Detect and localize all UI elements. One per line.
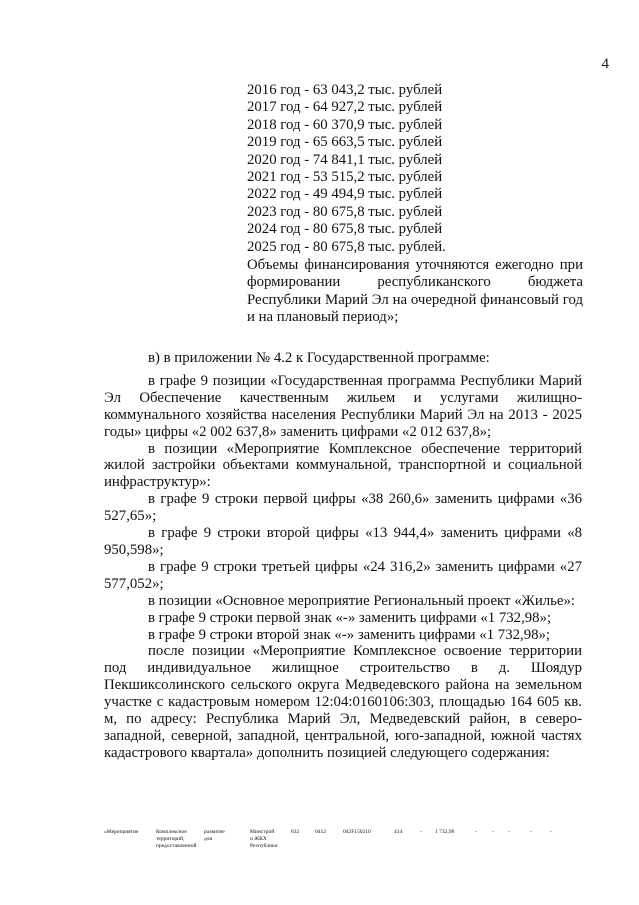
table-cell: - <box>508 829 510 835</box>
paragraph: в графе 9 строки второй знак «-» заменить цифрами «1 732,98»; <box>148 626 551 643</box>
table-cell: 0412 <box>315 829 326 835</box>
financing-line: 2023 год - 80 675,8 тыс. рублей <box>247 203 443 220</box>
financing-line: 2025 год - 80 675,8 тыс. рублей. <box>247 238 446 255</box>
table-cell: - <box>420 829 422 835</box>
table-cell <box>250 829 278 849</box>
table-cell: «Мероприятие <box>104 829 139 835</box>
table-cell-line: и ЖКХ <box>250 835 267 842</box>
paragraph: в графе 9 строки второй цифры «13 944,4» заменить цифрами «8 950,598»; <box>104 525 582 558</box>
table-cell: - <box>530 829 532 835</box>
table-cell-line: для <box>204 835 213 842</box>
table-cell: 042F150210 <box>343 829 371 835</box>
financing-line: 2022 год - 49 494,9 тыс. рублей <box>247 186 443 203</box>
paragraph: в) в приложении № 4.2 к Государственной программе: <box>148 350 490 366</box>
financing-line: 2021 год - 53 515,2 тыс. рублей <box>247 169 443 186</box>
table-row <box>104 829 584 859</box>
paragraph: в графе 9 строки первой цифры «38 260,6» заменить цифрами «36 527,65»; <box>104 491 582 525</box>
financing-note: Объемы финансирования уточняются ежегодно при формировании республиканского бюджета Республики Марий Эл на очередной финансовый год и на плановый период»; <box>247 257 583 326</box>
table-cell: - <box>475 829 477 835</box>
table-cell-line: Минстрой <box>250 829 275 835</box>
table-cell <box>204 829 225 843</box>
table-cell <box>156 829 196 849</box>
paragraph: в графе 9 строки первой знак «-» заменить цифрами «1 732,98»; <box>148 609 552 626</box>
table-cell: 832 <box>291 829 300 835</box>
financing-line: 2024 год - 80 675,8 тыс. рублей <box>247 221 443 238</box>
paragraph: в позиции «Мероприятие Комплексное обеспечение территорий жилой застройки объектами коммунальной, транспортной и социальной инфраструктур»: <box>104 440 582 491</box>
financing-line: 2018 год - 60 370,9 тыс. рублей <box>247 116 443 133</box>
table-cell-line: предоставленной <box>156 842 197 849</box>
financing-block <box>247 82 583 327</box>
paragraph: в графе 9 строки третьей цифры «24 316,2» заменить цифрами «27 577,052»; <box>104 558 582 592</box>
financing-line: 2020 год - 74 841,1 тыс. рублей <box>247 151 443 168</box>
paragraph: в графе 9 позиции «Государственная программа Республики Марий Эл Обеспечение качественным жильем и услугами жилищно-коммунального хозяйства населения Республики Марий Эл на 2013 - 2025 годы» цифры «2 002 637,8» заменить цифрами «2 012 637,8»; <box>104 372 582 440</box>
financing-line: 2019 год - 65 663,5 тыс. рублей <box>247 134 443 151</box>
financing-line: 2017 год - 64 927,2 тыс. рублей <box>247 99 443 116</box>
page-number: 4 <box>601 56 609 72</box>
table-cell-line: Комплексное <box>156 829 187 835</box>
table-cell: 414 <box>394 829 403 835</box>
table-cell: - <box>492 829 494 835</box>
table-cell-line: территорий, <box>156 835 185 842</box>
paragraph: после позиции «Мероприятие Комплексное освоение территории под индивидуальное жилищное строительство в д. Шоядур Пекшиксолинского сельского округа Медведевского района на земельном участке с кадастровым номером 12:04:0160106:303, площадью 164 605 кв. м, по адресу: Республика Марий Эл, Медведевский район, в северо-западной, северной, западной, центральной, юго-западной, южной частях кадастрового квартала» дополнить позицией следующего содержания: <box>104 643 582 761</box>
table-cell: - <box>550 829 552 835</box>
table-cell: 1 732,98 <box>435 829 455 835</box>
amendments-text <box>104 350 582 762</box>
paragraph: в позиции «Основное мероприятие Региональный проект «Жилье»: <box>148 592 575 609</box>
table-cell-line: развитие <box>204 829 225 835</box>
financing-line: 2016 год - 63 043,2 тыс. рублей <box>247 82 443 98</box>
table-cell-line: Республики <box>250 842 278 849</box>
